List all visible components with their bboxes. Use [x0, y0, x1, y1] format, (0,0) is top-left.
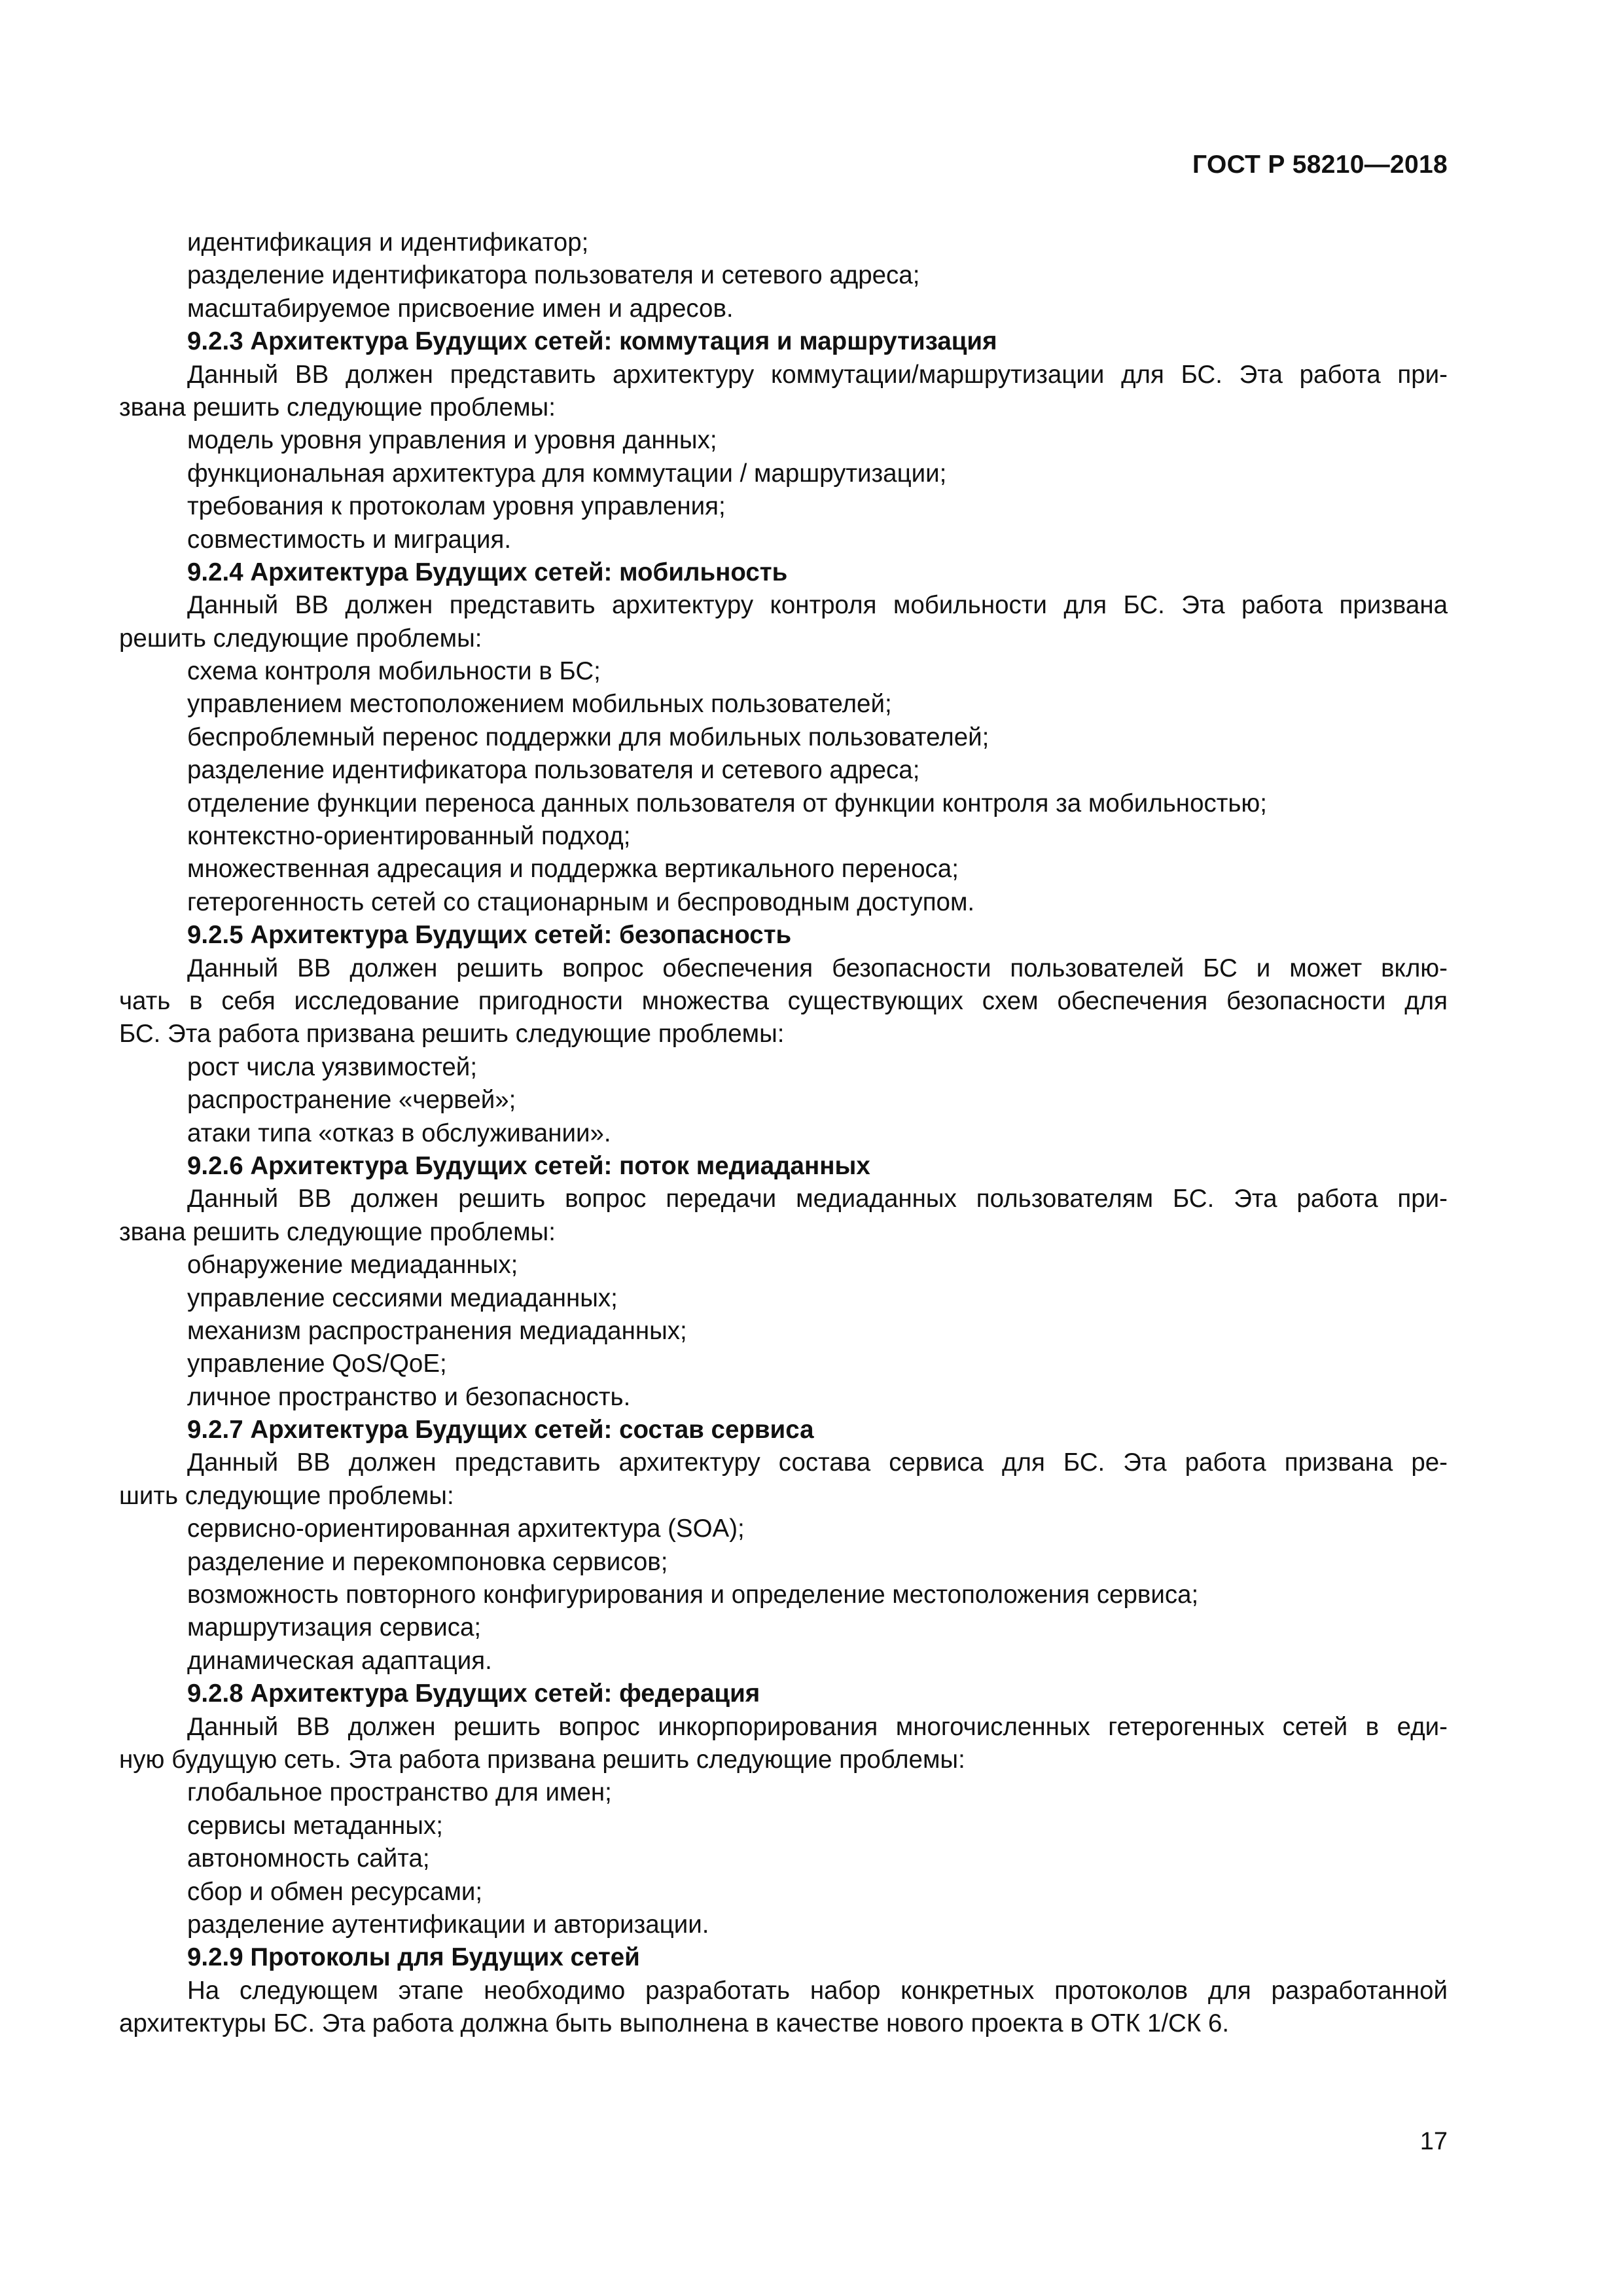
text-line: Данный ВВ должен решить вопрос передачи медиаданных пользователям БС. Эта работа при- [187, 1185, 1448, 1213]
text-line: Данный ВВ должен представить архитектуру состава сервиса для БС. Эта работа призвана ре- [187, 1448, 1448, 1477]
text-line: На следующем этапе необходимо разработать набор конкретных протоколов для разработанной [187, 1976, 1448, 2005]
document-header: ГОСТ Р 58210—2018 [1192, 151, 1448, 179]
text-line: разделение идентификатора пользователя и сетевого адреса; [187, 261, 920, 290]
text-line: глобальное пространство для имен; [187, 1778, 612, 1807]
text-line: динамическая адаптация. [187, 1646, 492, 1675]
text-line: разделение и перекомпоновка сервисов; [187, 1547, 668, 1576]
text-line: множественная адресация и поддержка вертикального переноса; [187, 855, 959, 884]
text-line: гетерогенность сетей со стационарным и беспроводным доступом. [187, 888, 975, 916]
text-line: БС. Эта работа призвана решить следующие проблемы: [119, 1020, 785, 1049]
section-heading: 9.2.5 Архитектура Будущих сетей: безопасность [187, 921, 792, 950]
text-line: возможность повторного конфигурирования и определение местоположения сервиса; [187, 1581, 1199, 1609]
text-line: модель уровня управления и уровня данных; [187, 426, 717, 455]
text-line: сервисно-ориентированная архитектура (SOA); [187, 1515, 745, 1543]
section-heading: 9.2.6 Архитектура Будущих сетей: поток медиаданных [187, 1151, 870, 1180]
text-line: контекстно-ориентированный подход; [187, 822, 631, 851]
text-line: сбор и обмен ресурсами; [187, 1877, 483, 1906]
text-line: шить следующие проблемы: [119, 1481, 454, 1510]
text-line: функциональная архитектура для коммутации / маршрутизации; [187, 459, 947, 488]
text-line: личное пространство и безопасность. [187, 1382, 631, 1411]
text-line: идентификация и идентификатор; [187, 228, 589, 257]
page-number: 17 [1419, 2128, 1448, 2155]
text-line: решить следующие проблемы: [119, 624, 482, 653]
text-line: механизм распространения медиаданных; [187, 1316, 687, 1345]
text-line: сервисы метаданных; [187, 1811, 443, 1840]
text-line: Данный ВВ должен представить архитектуру коммутации/маршрутизации для БС. Эта работа при- [187, 360, 1448, 389]
section-heading: 9.2.9 Протоколы для Будущих сетей [187, 1943, 640, 1972]
text-line: рост числа уязвимостей; [187, 1052, 478, 1081]
section-heading: 9.2.8 Архитектура Будущих сетей: федерация [187, 1679, 760, 1708]
text-line: управление QoS/QoE; [187, 1350, 447, 1378]
text-line: обнаружение медиаданных; [187, 1251, 518, 1280]
text-line: беспроблемный перенос поддержки для мобильных пользователей; [187, 723, 990, 751]
document-body [119, 226, 1448, 2040]
text-line: Данный ВВ должен решить вопрос инкорпорирования многочисленных гетерогенных сетей в еди- [187, 1712, 1448, 1741]
text-line: масштабируемое присвоение имен и адресов. [187, 294, 734, 323]
text-line: совместимость и миграция. [187, 525, 512, 554]
text-line: распространение «червей»; [187, 1086, 516, 1115]
section-heading: 9.2.7 Архитектура Будущих сетей: состав сервиса [187, 1416, 814, 1444]
text-line: отделение функции переноса данных пользователя от функции контроля за мобильностью; [187, 789, 1267, 817]
section-heading: 9.2.3 Архитектура Будущих сетей: коммутация и маршрутизация [187, 327, 997, 356]
text-line: Данный ВВ должен решить вопрос обеспечения безопасности пользователей БС и может вклю- [187, 954, 1448, 982]
section-heading: 9.2.4 Архитектура Будущих сетей: мобильность [187, 558, 788, 586]
text-line: разделение аутентификации и авторизации. [187, 1910, 709, 1939]
text-line: управление сессиями медиаданных; [187, 1283, 618, 1312]
text-line: схема контроля мобильности в БС; [187, 657, 601, 686]
text-line: Данный ВВ должен представить архитектуру контроля мобильности для БС. Эта работа призвана [187, 591, 1448, 620]
text-line: маршрутизация сервиса; [187, 1613, 482, 1642]
text-line: звана решить следующие проблемы: [119, 1217, 556, 1246]
text-line: чать в себя исследование пригодности множества существующих схем обеспечения безопасности для [119, 986, 1448, 1015]
text-line: автономность сайта; [187, 1844, 430, 1873]
text-line: управлением местоположением мобильных пользователей; [187, 690, 892, 719]
text-line: требования к протоколам уровня управления; [187, 492, 726, 521]
text-line: звана решить следующие проблемы: [119, 393, 556, 422]
text-line: атаки типа «отказ в обслуживании». [187, 1119, 611, 1147]
text-line: разделение идентификатора пользователя и сетевого адреса; [187, 756, 920, 785]
text-line: ную будущую сеть. Эта работа призвана решить следующие проблемы: [119, 1745, 965, 1774]
text-line: архитектуры БС. Эта работа должна быть выполнена в качестве нового проекта в ОТК 1/СК 6. [119, 2009, 1230, 2038]
